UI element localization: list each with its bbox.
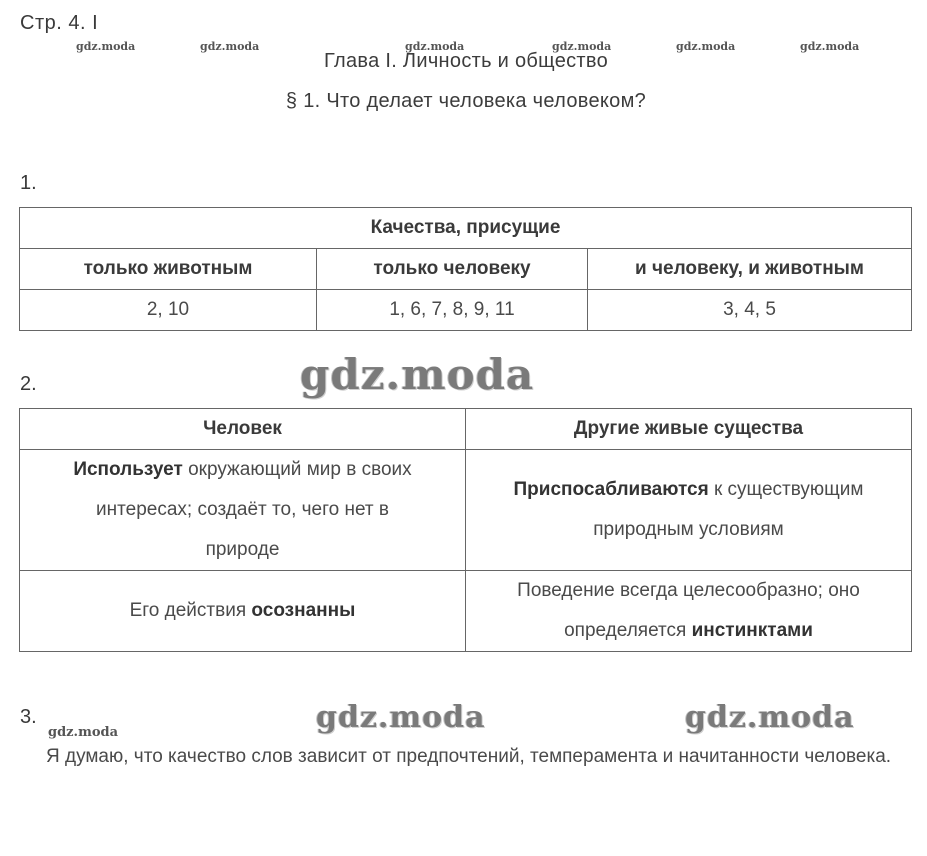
cell-both-values: 3, 4, 5	[588, 290, 912, 331]
bold-term: Приспосабливаются	[513, 479, 709, 500]
watermark-logo: gdz.moda	[552, 40, 612, 53]
cell-text: Поведение всегда целесообразно; оно	[517, 580, 860, 601]
comparison-table	[19, 408, 912, 652]
cell-text: природе	[205, 539, 280, 560]
task-number-3: 3.	[20, 706, 37, 728]
watermark-logo: gdz.moda	[200, 40, 260, 53]
cell-text: Его действия	[129, 600, 252, 621]
watermark-logo: gdz.moda	[76, 40, 136, 53]
column-header-animals: только животным	[20, 249, 317, 290]
cell-beings-adapt	[466, 450, 912, 571]
section-title: § 1. Что делает человека человеком?	[285, 90, 647, 112]
task-number-1: 1.	[20, 172, 37, 194]
column-header-both: и человеку, и животным	[588, 249, 912, 290]
chapter-title: Глава I. Личность и общество	[323, 50, 608, 72]
cell-text: определяется	[564, 620, 692, 641]
cell-text: окружающий мир в своих	[182, 459, 412, 480]
qualities-table	[19, 207, 912, 331]
page-label: Стр. 4. I	[20, 12, 99, 34]
cell-human-conscious	[20, 571, 466, 652]
cell-human-uses-world	[20, 450, 466, 571]
watermark-logo-large: gdz.moda	[300, 350, 535, 399]
watermark-logo: gdz.moda	[676, 40, 736, 53]
watermark-logo-large: gdz.moda	[685, 700, 855, 735]
column-header-human: Человек	[20, 409, 466, 450]
bold-term: осознанны	[251, 600, 356, 621]
watermark-logo-large: gdz.moda	[316, 700, 486, 735]
bold-term: Использует	[73, 459, 183, 480]
cell-beings-instincts	[466, 571, 912, 652]
task-number-2: 2.	[20, 373, 37, 395]
column-header-other-beings: Другие живые существа	[466, 409, 912, 450]
watermark-logo: gdz.moda	[48, 725, 119, 740]
table-header-main: Качества, присущие	[20, 208, 912, 249]
bold-term: инстинктами	[691, 620, 813, 641]
watermark-logo: gdz.moda	[405, 40, 465, 53]
cell-text: к существующим	[708, 479, 864, 500]
answer-text: Я думаю, что качество слов зависит от предпочтений, темперамента и начитанности человека.	[46, 746, 892, 767]
cell-human-values: 1, 6, 7, 8, 9, 11	[317, 290, 588, 331]
watermark-logo: gdz.moda	[800, 40, 860, 53]
cell-text: интересах; создаёт то, чего нет в	[96, 499, 389, 520]
cell-animals-values: 2, 10	[20, 290, 317, 331]
cell-text: природным условиям	[593, 519, 784, 540]
column-header-human: только человеку	[317, 249, 588, 290]
